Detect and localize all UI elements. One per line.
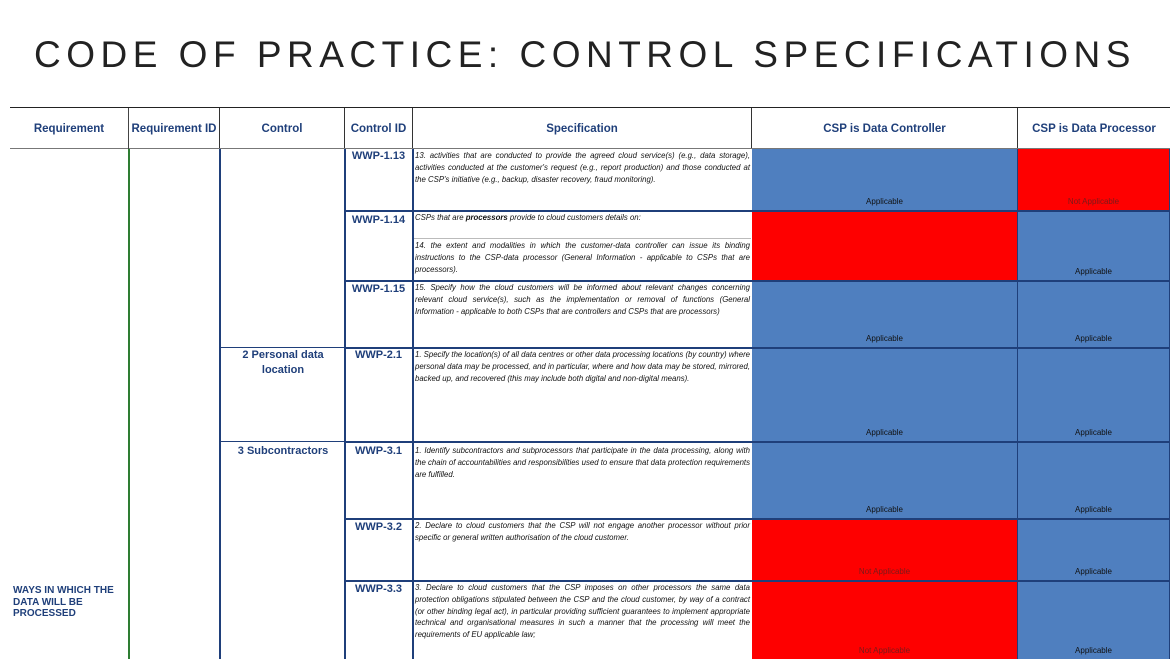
control-id: WWP-1.15 bbox=[351, 283, 406, 295]
header-csp-processor: CSP is Data Processor bbox=[1032, 122, 1156, 135]
applicability-label: Not Applicable bbox=[858, 567, 911, 576]
intro-text: CSPs that are bbox=[415, 213, 466, 222]
specification-text: 1. Specify the location(s) of all data centres or other data processing locations (by country) where personal data may be processed, and in particular, where and how data may be stored, mirrored, backed up, and recovered (this may include both digital and non-digital means). bbox=[415, 350, 751, 383]
specification-text: 14. the extent and modalities in which the customer-data controller can issue its binding instructions to the CSP-data processor (General Information - applicable to CSPs that are processors). bbox=[415, 241, 750, 274]
applicability-label: Applicable bbox=[1075, 505, 1112, 514]
control-id: WWP-1.13 bbox=[351, 150, 406, 162]
applicability-label: Applicable bbox=[866, 428, 903, 437]
controller-cell bbox=[752, 349, 1018, 443]
header-csp-controller: CSP is Data Controller bbox=[752, 108, 1018, 149]
requirement-id-divider bbox=[128, 149, 130, 659]
applicability-label: Applicable bbox=[1075, 428, 1112, 437]
applicability-label: Not Applicable bbox=[858, 646, 911, 655]
intro-bold: processors bbox=[465, 213, 508, 222]
processor-cell bbox=[1018, 282, 1170, 349]
control-id: WWP-1.14 bbox=[351, 214, 406, 226]
intro-text: provide to cloud customers details on: bbox=[507, 213, 641, 222]
specification-text: 3. Declare to cloud customers that the CSP imposes on other processors the same data protection obligations stipulated between the CSP and the cloud customer, by way of a contract (or other binding legal act), in particular providing sufficient guarantees to implement appropriate technical and organisational measures in such a manner that the processing will meet the requirements of EU applicable law; bbox=[415, 583, 750, 640]
header-control: Control bbox=[220, 108, 345, 149]
control-label: 2 Personal data location bbox=[242, 349, 324, 376]
applicability-label: Not Applicable bbox=[1067, 197, 1120, 206]
processor-cell bbox=[1018, 149, 1170, 212]
processor-cell bbox=[1018, 349, 1170, 443]
header-requirement: Requirement bbox=[10, 108, 129, 149]
controller-cell bbox=[752, 520, 1018, 582]
control-id: WWP-3.1 bbox=[354, 445, 403, 457]
controller-cell bbox=[752, 443, 1018, 520]
control-id: WWP-3.2 bbox=[354, 521, 403, 533]
processor-cell bbox=[1018, 443, 1170, 520]
control-id: WWP-3.3 bbox=[354, 583, 403, 595]
controller-cell bbox=[752, 149, 1018, 212]
controller-cell bbox=[752, 582, 1018, 659]
specification-divider bbox=[412, 149, 414, 659]
header-requirement-id: Requirement ID bbox=[129, 108, 220, 149]
applicability-label: Applicable bbox=[866, 334, 903, 343]
specification-text: 2. Declare to cloud customers that the CSP will not engage another processor without prior specific or general written authorisation of the cloud customer. bbox=[415, 521, 750, 542]
processor-cell bbox=[1018, 212, 1170, 282]
applicability-label: Applicable bbox=[1075, 334, 1112, 343]
specification-text: 15. Specify how the cloud customers will be informed about relevant changes concerning relevant cloud service(s), such as the implementation or removal of functions (General Information - applicable to both CSPs that are controllers and CSPs that are processors) bbox=[415, 283, 750, 316]
controller-cell bbox=[752, 282, 1018, 349]
applicability-label: Applicable bbox=[1075, 646, 1112, 655]
requirement-label: WAYS IN WHICH THE DATA WILL BE PROCESSED bbox=[13, 585, 114, 619]
specification-text: 1. Identify subcontractors and subprocessors that participate in the data processing, along with the chain of accountabilities and responsibilities used to ensure that data protection requirements are fulfilled. bbox=[415, 446, 750, 479]
applicability-label: Applicable bbox=[1075, 567, 1112, 576]
header-control-id: Control ID bbox=[345, 108, 413, 149]
row-rule bbox=[345, 441, 752, 443]
processor-cell bbox=[1018, 520, 1170, 582]
control-row-rule bbox=[220, 441, 346, 442]
header-specification: Specification bbox=[413, 108, 752, 149]
control-id: WWP-2.1 bbox=[354, 349, 403, 361]
applicability-label: Applicable bbox=[1075, 267, 1112, 276]
applicability-label: Applicable bbox=[866, 505, 903, 514]
column-divider bbox=[128, 108, 129, 149]
page-title: CODE OF PRACTICE: CONTROL SPECIFICATIONS bbox=[34, 34, 1136, 75]
controller-cell bbox=[752, 212, 1018, 282]
control-divider bbox=[219, 149, 221, 659]
applicability-label: Applicable bbox=[866, 197, 903, 206]
spec-subdivider bbox=[414, 238, 751, 239]
specification-text: 13. activities that are conducted to provide the agreed cloud service(s) (e.g., data storage), activities conducted at the customer's request (e.g., report production) and those conducted at the CSP's initiative (e.g., backup, disaster recovery, fraud monitoring). bbox=[415, 151, 750, 184]
processor-cell bbox=[1018, 582, 1170, 659]
specification-intro bbox=[415, 212, 750, 224]
control-label: 3 Subcontractors bbox=[237, 445, 329, 457]
